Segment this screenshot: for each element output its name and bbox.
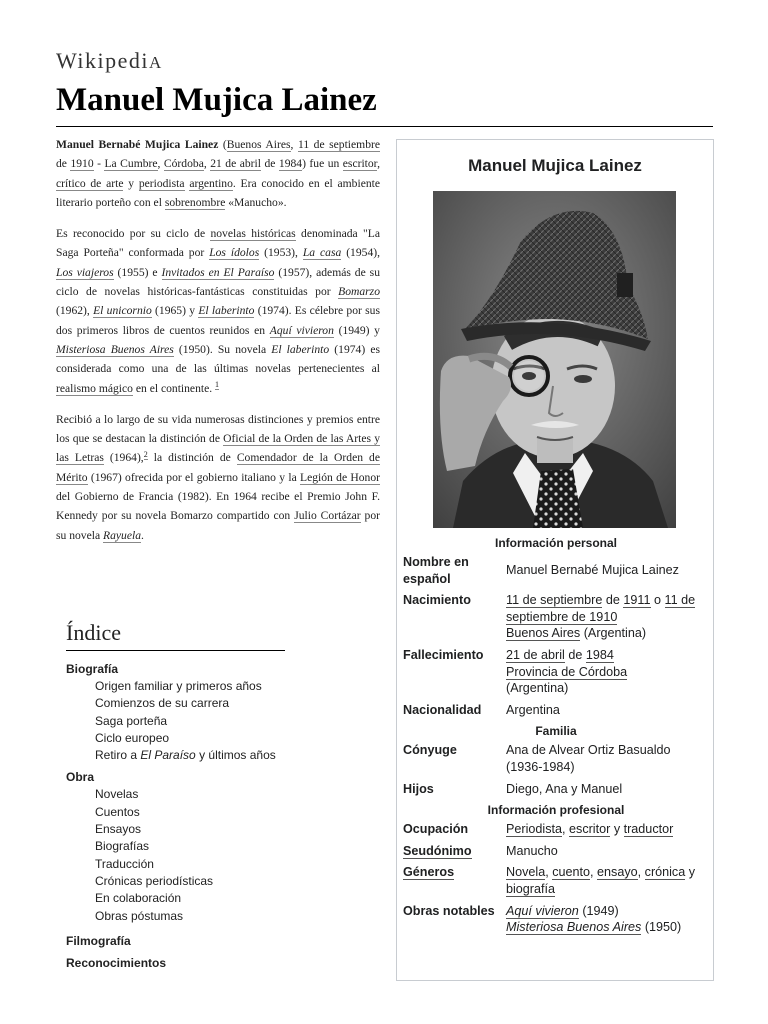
article-body bbox=[56, 135, 380, 557]
row-generos bbox=[403, 864, 709, 897]
portrait-photo[interactable] bbox=[433, 191, 676, 528]
value-nacionalidad: Argentina bbox=[506, 702, 560, 717]
link-nac-date-1[interactable]: 11 de septiembre bbox=[506, 593, 603, 608]
nac-country: (Argentina) bbox=[583, 626, 647, 641]
link-fall-date[interactable]: 21 de abril bbox=[506, 647, 565, 662]
saga-text: denominada "La Saga Porteña" conformada por bbox=[56, 227, 380, 260]
label-nombre: Nombre en español bbox=[403, 555, 469, 586]
link-nac-date-2[interactable]: 11 de septiembre de 1910 bbox=[506, 593, 696, 624]
wordmark-final-letter: A bbox=[149, 53, 163, 72]
works-intro-text: Es reconocido por su ciclo de bbox=[56, 227, 206, 241]
link-los-viajeros[interactable]: Los viajeros bbox=[56, 265, 114, 279]
link-nac-year-1[interactable]: 1911 bbox=[623, 593, 651, 608]
toc-section-reconocimientos[interactable]: Reconocimientos bbox=[66, 955, 167, 970]
label-conyuge: Cónyuge bbox=[403, 743, 457, 758]
value-hijos: Diego, Ana y Manuel bbox=[506, 781, 623, 796]
link-novela-ib[interactable]: Novela bbox=[506, 865, 546, 880]
subject-name: Manuel Bernabé Mujica Lainez bbox=[56, 138, 219, 151]
row-nombre bbox=[403, 554, 709, 587]
toc-item-cronicas[interactable]: Crónicas periodísticas bbox=[95, 873, 214, 888]
toc-item-traduccion[interactable]: Traducción bbox=[95, 856, 154, 871]
link-rayuela[interactable]: Rayuela bbox=[103, 528, 142, 542]
link-buenos-aires[interactable]: Buenos Aires bbox=[226, 138, 291, 151]
link-escritor[interactable]: escritor bbox=[342, 157, 378, 171]
link-critico-de-arte[interactable]: crítico de arte bbox=[56, 176, 124, 190]
link-el-unicornio[interactable]: El unicornio bbox=[93, 304, 152, 318]
row-hijos bbox=[403, 781, 709, 798]
link-legion-de-honor[interactable]: Legión de Honor bbox=[300, 470, 380, 484]
link-realismo-magico[interactable]: realismo mágico bbox=[56, 381, 133, 395]
link-fall-year[interactable]: 1984 bbox=[585, 647, 614, 662]
link-comendador-orden-merito[interactable]: Comendador de la Orden de Mérito bbox=[56, 451, 380, 484]
value-ocupacion: Periodista, escritor y traductor bbox=[506, 822, 674, 837]
page-title: Manuel Mujica Lainez bbox=[56, 82, 377, 118]
label-generos bbox=[403, 864, 506, 897]
link-aqui-vivieron[interactable]: Aquí vivieron bbox=[269, 323, 334, 337]
toc-section-biografia[interactable]: Biografía bbox=[66, 662, 119, 676]
toc-title: Índice bbox=[66, 620, 285, 651]
gen-y: y bbox=[688, 865, 696, 880]
toc-item-comienzos[interactable]: Comienzos de su carrera bbox=[95, 696, 230, 711]
wikipedia-wordmark[interactable] bbox=[56, 48, 163, 74]
toc-item-saga-portena[interactable]: Saga porteña bbox=[95, 713, 168, 728]
row-conyuge bbox=[403, 742, 709, 775]
el-laberinto-title: El laberinto bbox=[271, 342, 330, 356]
paragraph-intro: Manuel Bernabé Mujica Lainez (Buenos Aires, 11 de septiembre de 1910 - La Cumbre, Córdoba, 21 de abril de 1984) fue un escritor, crítico de arte y periodista argentino. Era conocido en el ambiente literario porteño con el sobrenombre «Manucho». bbox=[56, 138, 381, 209]
link-birth-year[interactable]: 1910 bbox=[70, 157, 94, 171]
toc-item-colaboracion[interactable]: En colaboración bbox=[95, 891, 182, 906]
section-header-personal: Información personal bbox=[494, 536, 618, 550]
nac-de: de bbox=[605, 593, 620, 608]
toc-retiro-italic: El Paraíso bbox=[140, 748, 196, 763]
infobox-title: Manuel Mujica Lainez bbox=[468, 156, 642, 175]
link-los-idolos[interactable]: Los ídolos bbox=[209, 246, 260, 260]
section-header-familia: Familia bbox=[535, 724, 577, 739]
link-fall-place[interactable]: Provincia de Córdoba bbox=[506, 664, 628, 679]
link-bomarzo[interactable]: Bomarzo bbox=[338, 285, 380, 299]
value-obras-notables bbox=[506, 903, 709, 936]
link-cuento-ib[interactable]: cuento bbox=[552, 865, 591, 880]
label-fallecimiento: Fallecimiento bbox=[403, 647, 484, 662]
link-novelas-historicas[interactable]: novelas históricas bbox=[210, 227, 296, 241]
label-obras-notables: Obras notables bbox=[403, 903, 495, 918]
section-header-profesional: Información profesional bbox=[487, 803, 625, 818]
link-cordoba[interactable]: Córdoba bbox=[163, 157, 204, 171]
link-argentino[interactable]: argentino bbox=[189, 176, 233, 190]
link-el-laberinto[interactable]: El laberinto bbox=[198, 304, 255, 318]
toc-section-obra[interactable]: Obra bbox=[66, 770, 95, 785]
infobox bbox=[396, 139, 714, 981]
toc-item-novelas[interactable]: Novelas bbox=[95, 787, 139, 802]
row-obras-notables bbox=[403, 903, 709, 936]
link-invitados-en-el-paraiso[interactable]: Invitados en El Paraíso bbox=[161, 265, 275, 279]
label-nacimiento: Nacimiento bbox=[403, 593, 471, 608]
paragraph-works: Es reconocido por su ciclo de novelas históricas denominada "La Saga Porteña" conformada por Los ídolos (1953), La casa (1954), Los viajeros (1955) e Invitados en El Paraíso (1957), además de su ciclo de novelas históricas-fantásticas constituidas por Bomarzo (1962), El unicornio (1965) y El laberinto (1974). Es célebre por sus dos primeros libros de cuentos reunidos en Aquí vivieron (1949) y Misteriosa Buenos Aires (1950). Su novela El laberinto (1974) es considerada como una de las últimas novelas pertenecientes al realismo mágico en el continente. $^1$ bbox=[56, 227, 381, 395]
value-fallecimiento bbox=[506, 647, 709, 697]
toc-item-ensayos[interactable]: Ensayos bbox=[95, 822, 142, 837]
link-misteriosa-buenos-aires[interactable]: Misteriosa Buenos Aires bbox=[56, 342, 174, 356]
link-julio-cortazar[interactable]: Julio Cortázar bbox=[294, 509, 361, 523]
link-death-year[interactable]: 1984 bbox=[278, 157, 303, 171]
reference-1[interactable]: 1 bbox=[215, 379, 220, 389]
link-cronica-ib[interactable]: crónica bbox=[644, 865, 686, 880]
link-oficial-orden-artes-letras[interactable]: Oficial de la Orden de las Artes y las Letras bbox=[56, 432, 380, 465]
toc-retiro-pre: Retiro a bbox=[95, 748, 138, 763]
fall-country: (Argentina) bbox=[506, 681, 569, 696]
nickname-text: «Manucho». bbox=[228, 195, 287, 209]
link-periodista-ib[interactable]: Periodista bbox=[506, 822, 563, 837]
toc-item-retiro[interactable] bbox=[66, 747, 386, 764]
ocup-y: y bbox=[613, 822, 621, 837]
link-seudonimo-label[interactable]: Seudónimo bbox=[403, 843, 472, 858]
value-nacimiento bbox=[506, 592, 709, 642]
toc-retiro-post: y últimos años bbox=[199, 748, 276, 763]
link-birth-date[interactable]: 11 de septiembre bbox=[297, 138, 380, 151]
toc-item-obras-postumas[interactable]: Obras póstumas bbox=[95, 908, 184, 923]
row-fallecimiento bbox=[403, 647, 709, 697]
link-periodista[interactable]: periodista bbox=[138, 176, 185, 190]
infobox-rows bbox=[403, 534, 709, 941]
row-nacionalidad bbox=[403, 702, 709, 719]
paragraph-awards: Recibió a lo largo de su vida numerosas distinciones y premios entre los que se destacan la distinción de Oficial de la Orden de las Artes y las Letras (1964),$^2$ la distinción de Comendador de la Orden de Mérito (1967) ofrecida por el gobierno italiano y la Legión de Honor del Gobierno de Francia (1982). En 1964 recibe el Premio John F. Kennedy por su novela Bomarzo compartido con Julio Cortázar por su novela Rayuela. bbox=[56, 412, 380, 542]
table-of-contents bbox=[66, 620, 386, 972]
obra-1-year: (1949) bbox=[582, 903, 619, 918]
reference-2[interactable]: 2 bbox=[143, 449, 148, 459]
row-seudonimo bbox=[403, 843, 709, 860]
value-conyuge: Ana de Alvear Ortiz Basualdo (1936-1984) bbox=[506, 743, 671, 774]
link-generos-label[interactable]: Géneros bbox=[403, 865, 455, 880]
value-seudonimo: Manucho bbox=[506, 843, 558, 858]
label-ocupacion: Ocupación bbox=[403, 822, 469, 837]
link-la-cumbre[interactable]: La Cumbre bbox=[104, 157, 158, 171]
link-la-casa[interactable]: La casa bbox=[302, 246, 342, 260]
link-nac-place[interactable]: Buenos Aires bbox=[506, 626, 581, 641]
obra-2-year: (1950) bbox=[644, 920, 682, 935]
link-obra-aqui-vivieron[interactable]: Aquí vivieron bbox=[506, 903, 579, 918]
toc-item-biografias[interactable]: Biografías bbox=[95, 839, 150, 854]
label-hijos: Hijos bbox=[403, 781, 434, 796]
toc-item-origen-familiar[interactable]: Origen familiar y primeros años bbox=[95, 679, 262, 693]
nac-o: o bbox=[654, 593, 662, 608]
row-ocupacion bbox=[403, 821, 709, 838]
wordmark-text: Wikipedi bbox=[56, 48, 149, 73]
label-seudonimo bbox=[403, 843, 506, 860]
fall-de: de bbox=[568, 647, 583, 662]
toc-section-filmografia[interactable]: Filmografía bbox=[66, 933, 131, 948]
link-biografia-ib[interactable]: biografía bbox=[506, 881, 556, 896]
link-death-date[interactable]: 21 de abril bbox=[210, 157, 261, 171]
link-traductor-ib[interactable]: traductor bbox=[623, 822, 674, 837]
row-nacimiento bbox=[403, 592, 709, 642]
link-escritor-ib[interactable]: escritor bbox=[569, 822, 611, 837]
value-generos: Novela, cuento, ensayo, crónica y biografía bbox=[506, 865, 696, 896]
toc-item-ciclo-europeo[interactable]: Ciclo europeo bbox=[95, 730, 170, 745]
link-obra-misteriosa[interactable]: Misteriosa Buenos Aires bbox=[506, 920, 642, 935]
value-nombre: Manuel Bernabé Mujica Lainez bbox=[506, 563, 679, 577]
link-sobrenombre[interactable]: sobrenombre bbox=[164, 195, 226, 209]
link-ensayo-ib[interactable]: ensayo bbox=[597, 865, 638, 880]
toc-item-cuentos[interactable]: Cuentos bbox=[95, 804, 140, 819]
label-nacionalidad: Nacionalidad bbox=[403, 702, 482, 717]
title-divider bbox=[56, 126, 713, 127]
